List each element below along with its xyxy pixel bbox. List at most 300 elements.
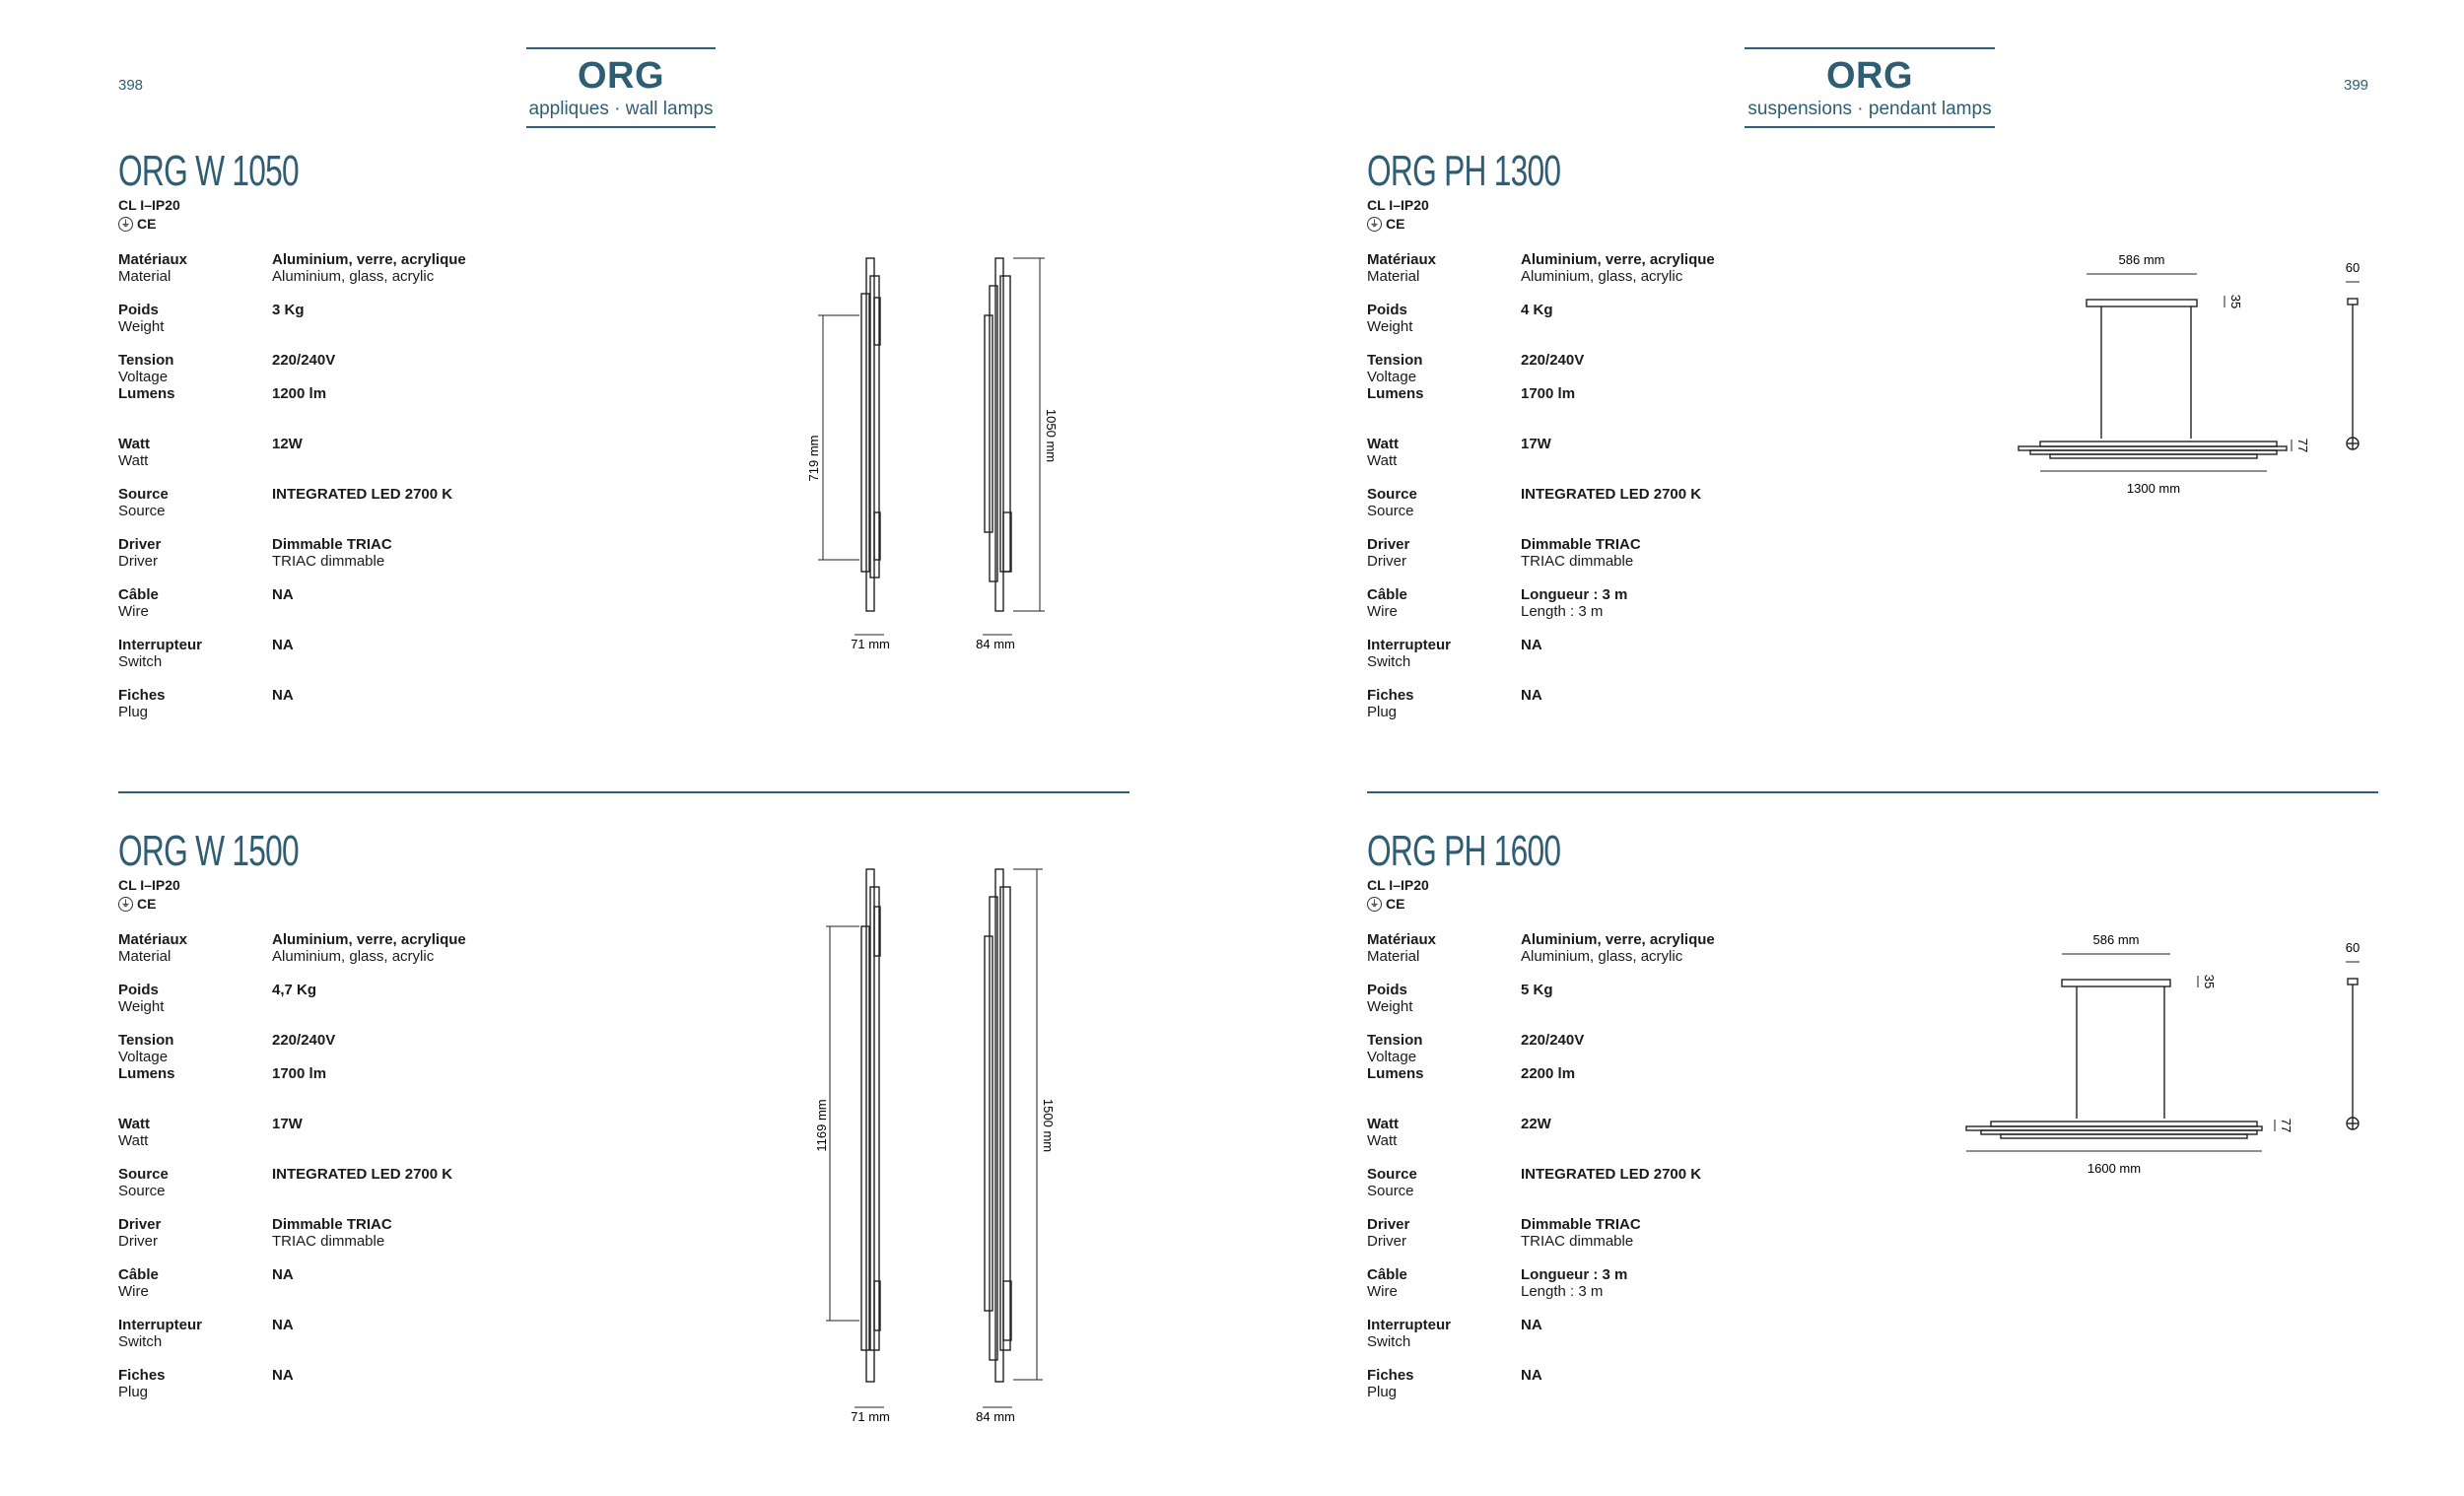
product-org-w-1050 (118, 148, 532, 737)
spec-label-fr: Source (118, 486, 169, 503)
spec-label-fr: Source (1367, 1166, 1417, 1183)
spec-label-en: Driver (1367, 1233, 1406, 1250)
spec-value (1521, 352, 1584, 385)
spec-label (1367, 982, 1521, 1032)
spec-value-primary: NA (272, 1367, 294, 1384)
spec-label-fr: Interrupteur (118, 637, 203, 653)
subtitle-en: pendant lamps (1868, 99, 1992, 119)
spec-row (1367, 1216, 1781, 1266)
spec-row (1367, 385, 1781, 436)
spec-label-en: Watt (1367, 452, 1398, 469)
section-divider-right (1367, 791, 2378, 793)
spec-row (1367, 586, 1781, 637)
spec-row (118, 436, 532, 486)
spec-row (1367, 1116, 1781, 1166)
ce-mark-icon: CE (1386, 216, 1405, 232)
spec-value-primary: INTEGRATED LED 2700 K (272, 486, 453, 503)
drawing-org-ph-1300 (2011, 246, 2405, 512)
drawing-org-w-1050 (788, 246, 1084, 660)
spec-label-en: Material (1367, 268, 1420, 285)
spec-label-en: Switch (118, 653, 163, 670)
spec-label-en: Weight (118, 318, 165, 335)
spec-value-primary: Dimmable TRIAC (1521, 536, 1641, 553)
spec-value-primary: NA (272, 586, 294, 603)
spec-label-en: Source (1367, 1183, 1414, 1199)
spec-label (118, 1166, 272, 1216)
spec-table (118, 251, 532, 737)
spec-value (272, 586, 294, 637)
spec-value (272, 536, 392, 586)
spec-label-en: Wire (118, 1283, 149, 1300)
spec-label (1367, 1317, 1521, 1367)
certifications (1367, 896, 1781, 912)
spec-label-fr: Lumens (118, 1065, 175, 1082)
certifications (118, 896, 532, 912)
spec-row (1367, 436, 1781, 486)
dim-canopy-label: 586 mm (2118, 252, 2165, 267)
ce-mark-icon: CE (1386, 896, 1405, 912)
spec-value (272, 1065, 326, 1116)
spec-label-fr: Tension (1367, 352, 1423, 369)
subtitle-fr: appliques (528, 99, 609, 119)
spec-value-primary: Longueur : 3 m (1521, 1266, 1628, 1283)
dim-width2-label: 84 mm (976, 1409, 1015, 1424)
spec-table (118, 931, 532, 1417)
spec-label-fr: Lumens (1367, 385, 1424, 402)
spec-value-primary: NA (1521, 687, 1542, 704)
spec-value-primary: Dimmable TRIAC (272, 536, 392, 553)
spec-row (1367, 1317, 1781, 1367)
spec-value-primary: 17W (1521, 436, 1551, 452)
spec-label (1367, 1166, 1521, 1216)
product-title: ORG PH 1600 (1367, 827, 1561, 875)
spec-value (1521, 436, 1551, 486)
dim-canopy-h-label: 35 (2202, 974, 2217, 989)
spec-label-fr: Driver (1367, 1216, 1410, 1233)
spec-label (1367, 1065, 1521, 1116)
subtitle-sep: · (1852, 99, 1869, 119)
dim-width2-label: 84 mm (976, 637, 1015, 651)
spec-value-secondary: TRIAC dimmable (1521, 1233, 1634, 1250)
spec-label-fr: Tension (118, 1032, 174, 1049)
spec-value (1521, 251, 1715, 302)
spec-label (118, 637, 272, 687)
spec-label-fr: Interrupteur (118, 1317, 203, 1333)
spec-row (118, 1317, 532, 1367)
spec-label (1367, 352, 1521, 385)
spec-row (118, 1367, 532, 1417)
spec-label (118, 251, 272, 302)
spec-row (1367, 251, 1781, 302)
spec-label-fr: Source (118, 1166, 169, 1183)
spec-label-en: Watt (1367, 1132, 1398, 1149)
spec-label-en: Plug (1367, 704, 1398, 720)
spec-label-en: Material (118, 268, 171, 285)
spec-label (118, 536, 272, 586)
spec-value-primary: 4 Kg (1521, 302, 1553, 318)
spec-label-fr: Matériaux (118, 251, 188, 268)
spec-label-fr: Watt (118, 436, 150, 452)
spec-label (118, 385, 272, 436)
spec-value (272, 931, 466, 982)
spec-label-fr: Câble (118, 586, 159, 603)
spec-value-primary: 220/240V (1521, 1032, 1585, 1049)
spec-label-en: Wire (118, 603, 149, 620)
certifications (118, 216, 532, 232)
ground-icon: ⏚ (1367, 217, 1382, 232)
spec-label-fr: Matériaux (1367, 251, 1437, 268)
spec-label-en: Driver (118, 1233, 158, 1250)
spec-table (1367, 251, 1781, 737)
spec-label-fr: Poids (118, 982, 159, 998)
spec-value (1521, 486, 1701, 536)
spec-value (272, 486, 452, 536)
spec-label-fr: Lumens (118, 385, 175, 402)
spec-value (272, 302, 305, 352)
spec-label-en: Source (118, 503, 166, 519)
spec-value (272, 1266, 294, 1317)
spec-label (1367, 931, 1521, 982)
spec-value-secondary: Aluminium, glass, acrylic (272, 948, 435, 965)
spec-label (1367, 687, 1521, 737)
spec-row (118, 1166, 532, 1216)
ground-icon: ⏚ (1367, 897, 1382, 912)
spec-value-primary: NA (1521, 1317, 1542, 1333)
spec-label-fr: Poids (118, 302, 159, 318)
spec-row (1367, 352, 1781, 385)
spec-label-fr: Driver (118, 1216, 162, 1233)
spec-value (1521, 931, 1715, 982)
spec-value (272, 687, 294, 737)
spec-label-en: Weight (1367, 998, 1413, 1015)
dim-inner-label: 719 mm (806, 435, 821, 482)
spec-label (118, 931, 272, 982)
spec-label (118, 436, 272, 486)
product-title: ORG W 1500 (118, 827, 299, 875)
spec-row (1367, 687, 1781, 737)
section-divider-left (118, 791, 1129, 793)
product-org-w-1500 (118, 828, 532, 1417)
spec-label-fr: Tension (1367, 1032, 1423, 1049)
spec-label (118, 486, 272, 536)
certifications (1367, 216, 1781, 232)
spec-value (1521, 687, 1542, 737)
drawing-org-ph-1600 (1961, 926, 2395, 1192)
spec-label-en: Material (1367, 948, 1420, 965)
spec-value-primary: NA (272, 637, 294, 653)
spec-label-fr: Watt (118, 1116, 150, 1132)
spec-label (118, 1032, 272, 1065)
spec-value (1521, 536, 1641, 586)
spec-label (118, 1065, 272, 1116)
dim-side-w-label: 60 (2345, 260, 2361, 275)
spec-label (1367, 1367, 1521, 1417)
spec-value-primary: INTEGRATED LED 2700 K (272, 1166, 453, 1183)
spec-row (118, 1116, 532, 1166)
spec-label (1367, 486, 1521, 536)
spec-row (1367, 637, 1781, 687)
spec-row (118, 931, 532, 982)
spec-label-fr: Lumens (1367, 1065, 1424, 1082)
spec-label (118, 586, 272, 637)
spec-label-en: Plug (118, 704, 149, 720)
spec-row (1367, 486, 1781, 536)
section-header-right (1745, 47, 1995, 128)
spec-row (1367, 982, 1781, 1032)
spec-label-fr: Fiches (118, 1367, 166, 1384)
spec-value-primary: Aluminium, verre, acrylique (1521, 931, 1715, 948)
spec-row (1367, 1032, 1781, 1065)
spec-label (118, 982, 272, 1032)
brand-title: ORG (577, 55, 665, 97)
subtitle-en: wall lamps (625, 99, 714, 119)
spec-value-primary: 220/240V (272, 352, 336, 369)
spec-value-primary: 220/240V (1521, 352, 1585, 369)
spec-label (118, 687, 272, 737)
ground-icon: ⏚ (118, 217, 133, 232)
spec-label-en: Wire (1367, 1283, 1398, 1300)
spec-label-en: Source (118, 1183, 166, 1199)
drawing-org-w-1500 (788, 857, 1084, 1429)
spec-value-primary: INTEGRATED LED 2700 K (1521, 1166, 1702, 1183)
spec-value-secondary: Aluminium, glass, acrylic (1521, 268, 1683, 285)
spec-value (272, 352, 335, 385)
product-title: ORG PH 1300 (1367, 147, 1561, 195)
spec-value-primary: NA (272, 1317, 294, 1333)
product-org-ph-1300 (1367, 148, 1781, 737)
spec-label-fr: Source (1367, 486, 1417, 503)
page-number-right: 399 (2344, 77, 2369, 94)
protection-class: CL I–IP20 (1367, 877, 1429, 893)
spec-label-fr: Fiches (1367, 687, 1414, 704)
subtitle-fr: suspensions (1747, 99, 1853, 119)
spec-label-fr: Câble (1367, 1266, 1407, 1283)
spec-label-en: Weight (1367, 318, 1413, 335)
dim-length-label: 1300 mm (2126, 481, 2181, 496)
spec-value-primary: NA (272, 1266, 294, 1283)
spec-value (272, 1317, 294, 1367)
product-title: ORG W 1050 (118, 147, 299, 195)
dim-canopy-h-label: 35 (2228, 294, 2243, 309)
spec-label-fr: Matériaux (118, 931, 188, 948)
spec-value-secondary: TRIAC dimmable (272, 1233, 385, 1250)
spec-row (1367, 302, 1781, 352)
spec-value-primary: INTEGRATED LED 2700 K (1521, 486, 1702, 503)
spec-label (1367, 385, 1521, 436)
spec-label-en: Switch (1367, 653, 1411, 670)
spec-row (118, 1216, 532, 1266)
spec-value-primary: 1200 lm (272, 385, 327, 402)
spec-value-primary: 1700 lm (272, 1065, 327, 1082)
spec-label-fr: Driver (118, 536, 162, 553)
dim-side-w-label: 60 (2345, 940, 2361, 955)
section-subtitle (526, 99, 716, 122)
spec-label-en: Material (118, 948, 171, 965)
spec-row (118, 1065, 532, 1116)
spec-table (1367, 931, 1781, 1417)
spec-value (272, 637, 294, 687)
spec-label-en: Voltage (1367, 369, 1417, 385)
spec-label-fr: Driver (1367, 536, 1410, 553)
spec-row (118, 352, 532, 385)
spec-row (1367, 1065, 1781, 1116)
spec-value-secondary: Length : 3 m (1521, 1283, 1604, 1300)
spec-label-en: Voltage (118, 1049, 169, 1065)
spec-label (1367, 302, 1521, 352)
spec-value-primary: Longueur : 3 m (1521, 586, 1628, 603)
spec-label-en: Switch (118, 1333, 163, 1350)
spec-row (118, 982, 532, 1032)
spec-label (1367, 251, 1521, 302)
spec-row (118, 486, 532, 536)
spec-value (272, 436, 303, 486)
spec-value (272, 1166, 452, 1216)
spec-value (1521, 1266, 1627, 1317)
dim-total-label: 1500 mm (1041, 1098, 1056, 1153)
spec-value (1521, 637, 1542, 687)
spec-label-fr: Watt (1367, 1116, 1399, 1132)
spec-row (1367, 931, 1781, 982)
spec-value-primary: Aluminium, verre, acrylique (272, 251, 466, 268)
spec-label (118, 1116, 272, 1166)
protection-class: CL I–IP20 (118, 877, 180, 893)
spec-row (118, 536, 532, 586)
spec-value (1521, 1367, 1542, 1417)
subtitle-sep: · (608, 99, 626, 119)
spec-value (1521, 982, 1553, 1032)
spec-label (118, 1216, 272, 1266)
dim-canopy-label: 586 mm (2092, 932, 2140, 947)
spec-value (1521, 1032, 1584, 1065)
spec-row (1367, 536, 1781, 586)
spec-value (1521, 1216, 1641, 1266)
spec-row (118, 251, 532, 302)
spec-label (1367, 1216, 1521, 1266)
protection-class: CL I–IP20 (1367, 197, 1429, 213)
spec-label-en: Watt (118, 452, 149, 469)
spec-label-en: Voltage (118, 369, 169, 385)
dim-inner-label: 1169 mm (814, 1099, 829, 1152)
spec-label-fr: Matériaux (1367, 931, 1437, 948)
spec-label-en: Driver (118, 553, 158, 570)
spec-value-primary: NA (272, 687, 294, 704)
spec-value (1521, 302, 1553, 352)
spec-value (272, 1367, 294, 1417)
dim-length-label: 1600 mm (2087, 1161, 2142, 1176)
spec-label (118, 1266, 272, 1317)
spec-value-secondary: Aluminium, glass, acrylic (1521, 948, 1683, 965)
spec-value-primary: 5 Kg (1521, 982, 1553, 998)
spec-value-secondary: TRIAC dimmable (272, 553, 385, 570)
spec-value-primary: Dimmable TRIAC (272, 1216, 392, 1233)
spec-value-secondary: Aluminium, glass, acrylic (272, 268, 435, 285)
spec-row (118, 302, 532, 352)
dim-width1-label: 71 mm (851, 1409, 890, 1424)
spec-row (118, 687, 532, 737)
spec-label (1367, 536, 1521, 586)
spec-label-en: Plug (1367, 1384, 1398, 1400)
spec-value (1521, 1065, 1575, 1116)
spec-row (1367, 1266, 1781, 1317)
spec-label-en: Wire (1367, 603, 1398, 620)
spec-value (272, 982, 316, 1032)
spec-label (118, 352, 272, 385)
spec-label-en: Voltage (1367, 1049, 1417, 1065)
spec-label-fr: Watt (1367, 436, 1399, 452)
spec-label (1367, 586, 1521, 637)
spec-value-primary: 17W (272, 1116, 303, 1132)
spec-label (1367, 637, 1521, 687)
protection-class: CL I–IP20 (118, 197, 180, 213)
spec-value-primary: 4,7 Kg (272, 982, 317, 998)
brand-title: ORG (1825, 55, 1914, 97)
spec-label-fr: Tension (118, 352, 174, 369)
section-subtitle (1745, 99, 1995, 122)
spec-label (1367, 1266, 1521, 1317)
spec-label-en: Watt (118, 1132, 149, 1149)
spec-label-en: Weight (118, 998, 165, 1015)
spec-value-primary: Aluminium, verre, acrylique (1521, 251, 1715, 268)
dim-total-label: 1050 mm (1044, 408, 1059, 463)
ce-mark-icon: CE (137, 896, 157, 912)
spec-value (272, 251, 466, 302)
spec-value (272, 385, 326, 436)
spec-label (1367, 1032, 1521, 1065)
spec-label-fr: Fiches (1367, 1367, 1414, 1384)
product-org-ph-1600 (1367, 828, 1781, 1417)
spec-value (1521, 1116, 1551, 1166)
spec-label (1367, 436, 1521, 486)
spec-value (272, 1116, 303, 1166)
spec-value-secondary: TRIAC dimmable (1521, 553, 1634, 570)
ce-mark-icon: CE (137, 216, 157, 232)
spec-label-en: Switch (1367, 1333, 1411, 1350)
ground-icon: ⏚ (118, 897, 133, 912)
spec-row (118, 385, 532, 436)
spec-value-primary: 3 Kg (272, 302, 305, 318)
spec-label-en: Plug (118, 1384, 149, 1400)
spec-label (118, 302, 272, 352)
spec-value (272, 1032, 335, 1065)
spec-value-primary: 22W (1521, 1116, 1551, 1132)
spec-label-fr: Câble (1367, 586, 1407, 603)
spec-value-primary: NA (1521, 1367, 1542, 1384)
spec-label-fr: Interrupteur (1367, 637, 1452, 653)
spec-value-primary: NA (1521, 637, 1542, 653)
spec-row (118, 1032, 532, 1065)
spec-label-fr: Câble (118, 1266, 159, 1283)
page-number-left: 398 (118, 77, 144, 94)
spec-label-en: Source (1367, 503, 1414, 519)
spec-row (118, 637, 532, 687)
dim-body-h-label: 77 (2295, 438, 2310, 453)
spec-label (118, 1367, 272, 1417)
spec-value-primary: 2200 lm (1521, 1065, 1576, 1082)
spec-value (1521, 1317, 1542, 1367)
spec-value-primary: 220/240V (272, 1032, 336, 1049)
spec-value (1521, 586, 1627, 637)
dim-width1-label: 71 mm (851, 637, 890, 651)
spec-label (1367, 1116, 1521, 1166)
spec-value (1521, 385, 1575, 436)
spec-row (118, 586, 532, 637)
spec-value-primary: Aluminium, verre, acrylique (272, 931, 466, 948)
section-header-left (526, 47, 716, 128)
spec-value (272, 1216, 392, 1266)
spec-value-secondary: Length : 3 m (1521, 603, 1604, 620)
spec-value-primary: Dimmable TRIAC (1521, 1216, 1641, 1233)
spec-value (1521, 1166, 1701, 1216)
